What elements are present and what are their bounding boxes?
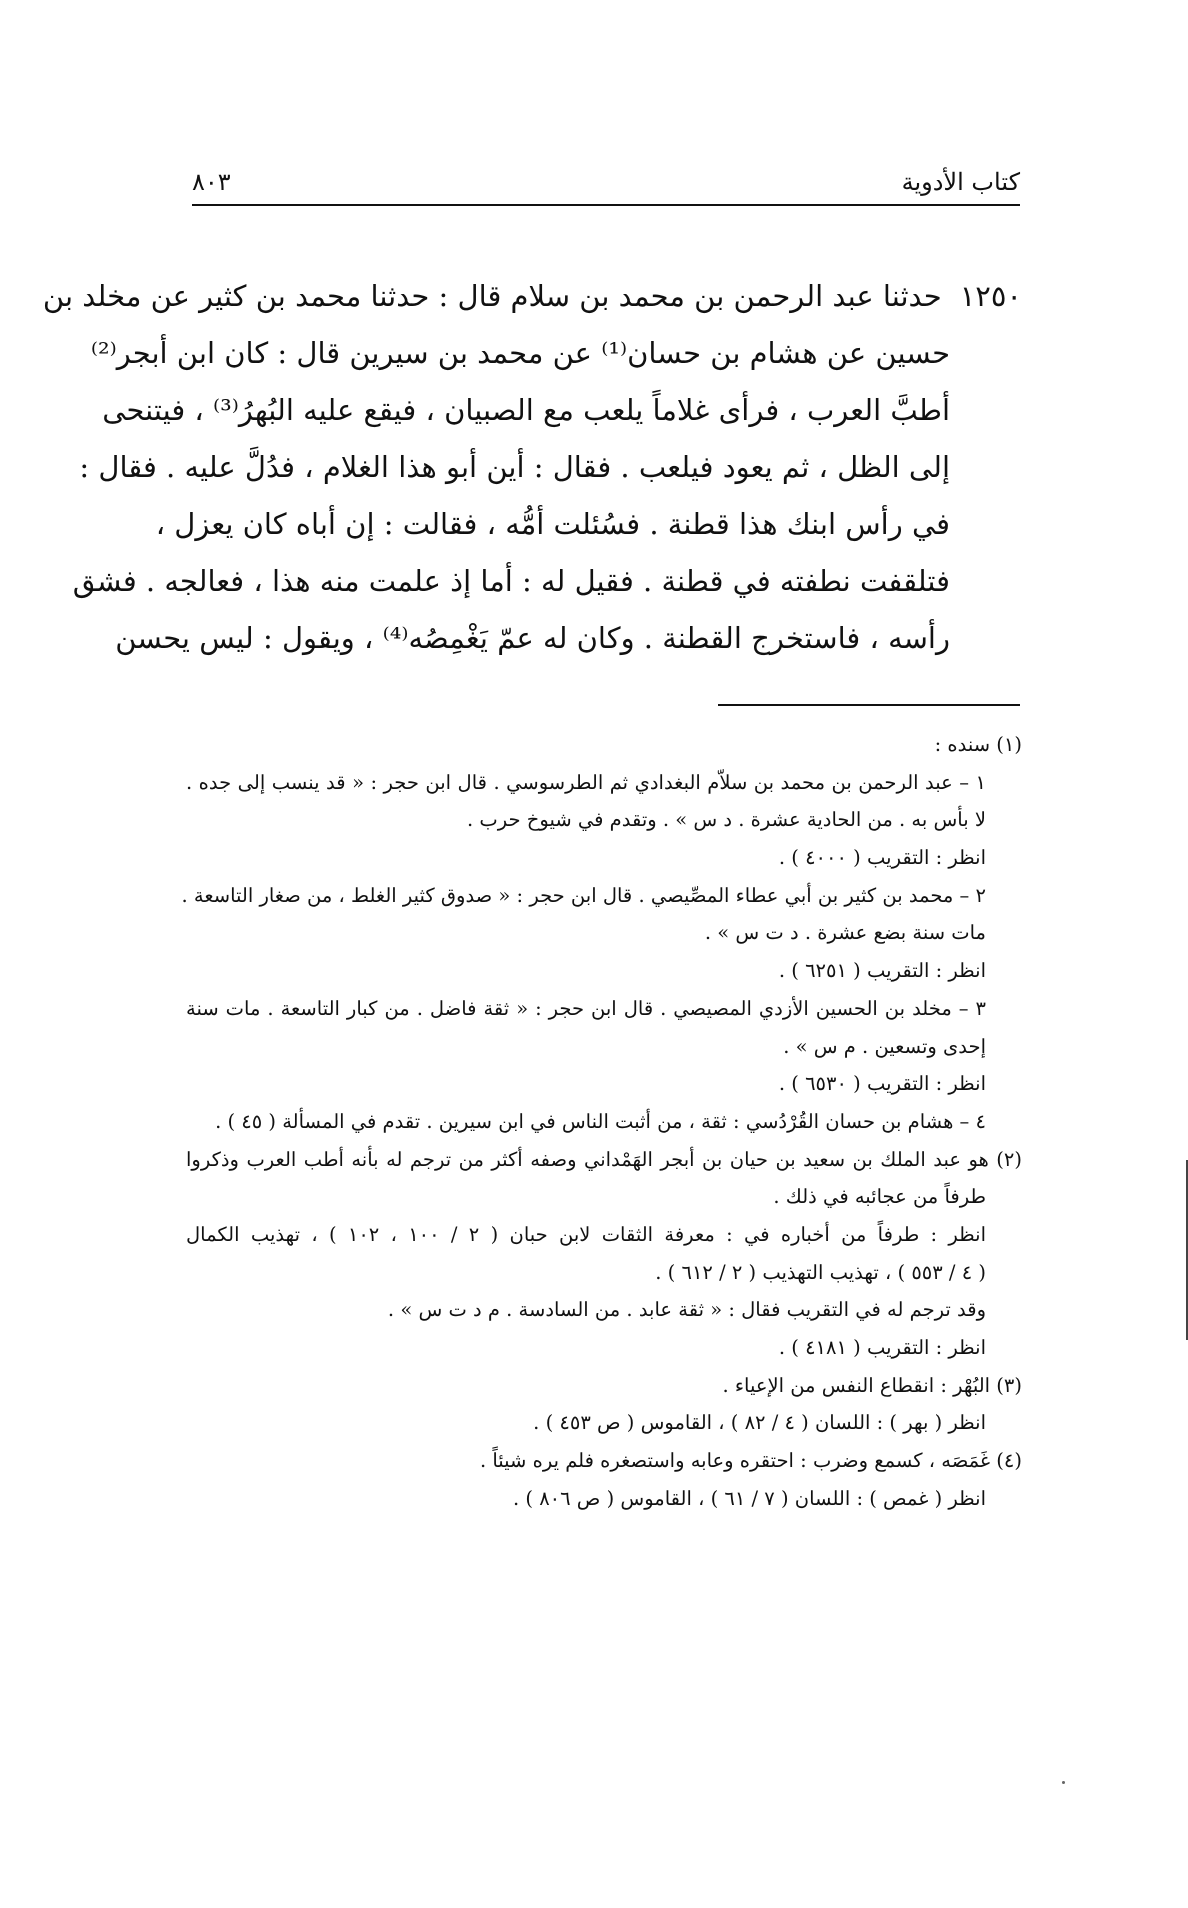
footnote-text: (٣) البُهْر : انقطاع النفس من الإعياء . (722, 1373, 1022, 1397)
main-text-line-content: في رأس ابنك هذا قطنة . فسُئلت أمُّه ، فقالت : إن أباه كان يعزل ، (155, 507, 950, 541)
footnotes (181, 726, 1022, 1517)
running-header (192, 168, 1020, 206)
footnote-text: انظر : طرفاً من أخباره في : معرفة الثقات لابن حبان ( ٢ / ١٠٠ ، ١٠٢ ) ، تهذيب الكمال (186, 1222, 986, 1246)
main-text-line-content: حسين عن هشام بن حسان⁽¹⁾ عن محمد بن سيرين قال : كان ابن أبجر⁽²⁾ (90, 336, 950, 370)
footnote-line (186, 1141, 1022, 1179)
footnote-text: لا بأس به . من الحادية عشرة . د س » . وتقدم في شيوخ حرب . (467, 808, 986, 832)
footnote-text: انظر ( بهر ) : اللسان ( ٤ / ٨٢ ) ، القاموس ( ص ٤٥٣ ) . (533, 1411, 986, 1435)
main-text (42, 268, 1022, 667)
footnote-text: (١) سنده : (934, 733, 1022, 756)
main-text-line-content: رأسه ، فاستخرج القطنة . وكان له عمّ يَغْمِصُه⁽⁴⁾ ، ويقول : ليس يحسن (115, 621, 950, 655)
footnote-line (186, 990, 1022, 1028)
footnote-text: ( ٤ / ٥٥٣ ) ، تهذيب التهذيب ( ٢ / ٦١٢ ) . (655, 1260, 986, 1284)
main-text-line (90, 325, 1022, 382)
footnote-text: انظر : التقريب ( ٤٠٠٠ ) . (778, 846, 986, 870)
footnote-line (186, 1103, 1022, 1141)
scan-speck (1062, 1781, 1065, 1784)
main-text-line (79, 439, 1022, 496)
footnote-line (186, 1216, 1022, 1254)
footnote-line (186, 1404, 1022, 1442)
main-text-line-content: حدثنا عبد الرحمن بن محمد بن سلام قال : حدثنا محمد بن كثير عن مخلد بن (42, 279, 942, 313)
footnote-text: انظر : التقريب ( ٤١٨١ ) . (778, 1336, 986, 1359)
page-number: ٨٠٣ (192, 168, 231, 196)
footnote-line (186, 801, 1022, 839)
main-text-line (115, 610, 1022, 667)
footnote-line (186, 1442, 1022, 1480)
footnote-line (186, 1254, 1022, 1292)
footnote-line (181, 877, 1022, 915)
footnote-separator (718, 704, 1020, 706)
footnote-line (186, 914, 1022, 952)
main-text-line-content: فتلقفت نطفته في قطنة . فقيل له : أما إذ علمت منه هذا ، فعالجه . فشق (72, 564, 950, 598)
footnote-text: وقد ترجم له في التقريب فقال : « ثقة عابد . من السادسة . م د ت س » . (387, 1298, 986, 1322)
hadith-number: ١٢٥٠ (959, 279, 1022, 313)
footnote-line (186, 764, 1022, 802)
main-text-line (72, 553, 1022, 610)
main-text-line-content: إلى الظل ، ثم يعود فيلعب . فقال : أين أبو هذا الغلام ، فدُلَّ عليه . فقال : (79, 450, 950, 484)
footnote-text: انظر : التقريب ( ٦٢٥١ ) . (778, 959, 986, 983)
footnote-line (186, 1367, 1022, 1405)
footnote-line (186, 1065, 1022, 1103)
footnote-text: ٣ – مخلد بن الحسين الأزدي المصيصي . قال ابن حجر : « ثقة فاضل . من كبار التاسعة . مات سنة (186, 996, 986, 1020)
footnote-text: ١ – عبد الرحمن بن محمد بن سلاّم البغدادي ثم الطرسوسي . قال ابن حجر : « قد ينسب إلى جده . (186, 770, 986, 794)
footnote-line (186, 726, 1022, 764)
footnote-line (186, 952, 1022, 990)
footnote-text: (٢) هو عبد الملك بن سعيد بن حيان بن أبجر الهَمْداني وصفه أكثر من ترجم له بأنه أطب العرب وذكروا (186, 1147, 1022, 1171)
footnote-line (186, 1178, 1022, 1216)
footnote-text: (٤) غَمَصَه ، كسمع وضرب : احتقره وعابه واستصغره فلم يره شيئاً . (479, 1449, 1022, 1473)
footnote-line (186, 1329, 1022, 1367)
footnote-text: ٢ – محمد بن كثير بن أبي عطاء المصِّيصي . قال ابن حجر : « صدوق كثير الغلط ، من صغار التاسعة . (181, 883, 986, 907)
footnote-text: ٤ – هشام بن حسان القُرْدُسي : ثقة ، من أثبت الناس في ابن سيرين . تقدم في المسألة ( ٤٥ ) . (215, 1109, 986, 1133)
main-text-line-content: أطبَّ العرب ، فرأى غلاماً يلعب مع الصبيان ، فيقع عليه البُهرُ⁽³⁾ ، فيتنحى (102, 393, 950, 427)
footnote-text: انظر ( غمص ) : اللسان ( ٧ / ٦١ ) ، القاموس ( ص ٨٠٦ ) . (512, 1486, 986, 1510)
main-text-line (42, 268, 1022, 325)
main-text-line (155, 496, 1022, 553)
book-section-title: كتاب الأدوية (901, 168, 1020, 196)
footnote-text: انظر : التقريب ( ٦٥٣٠ ) . (778, 1072, 986, 1096)
footnote-text: إحدى وتسعين . م س » . (783, 1034, 986, 1058)
footnote-text: مات سنة بضع عشرة . د ت س » . (704, 921, 986, 945)
footnote-line (186, 1028, 1022, 1066)
footnote-line (186, 1480, 1022, 1518)
main-text-line (102, 382, 1022, 439)
footnote-text: طرفاً من عجائبه في ذلك . (773, 1185, 986, 1209)
footnote-line (186, 839, 1022, 877)
footnote-line (186, 1291, 1022, 1329)
